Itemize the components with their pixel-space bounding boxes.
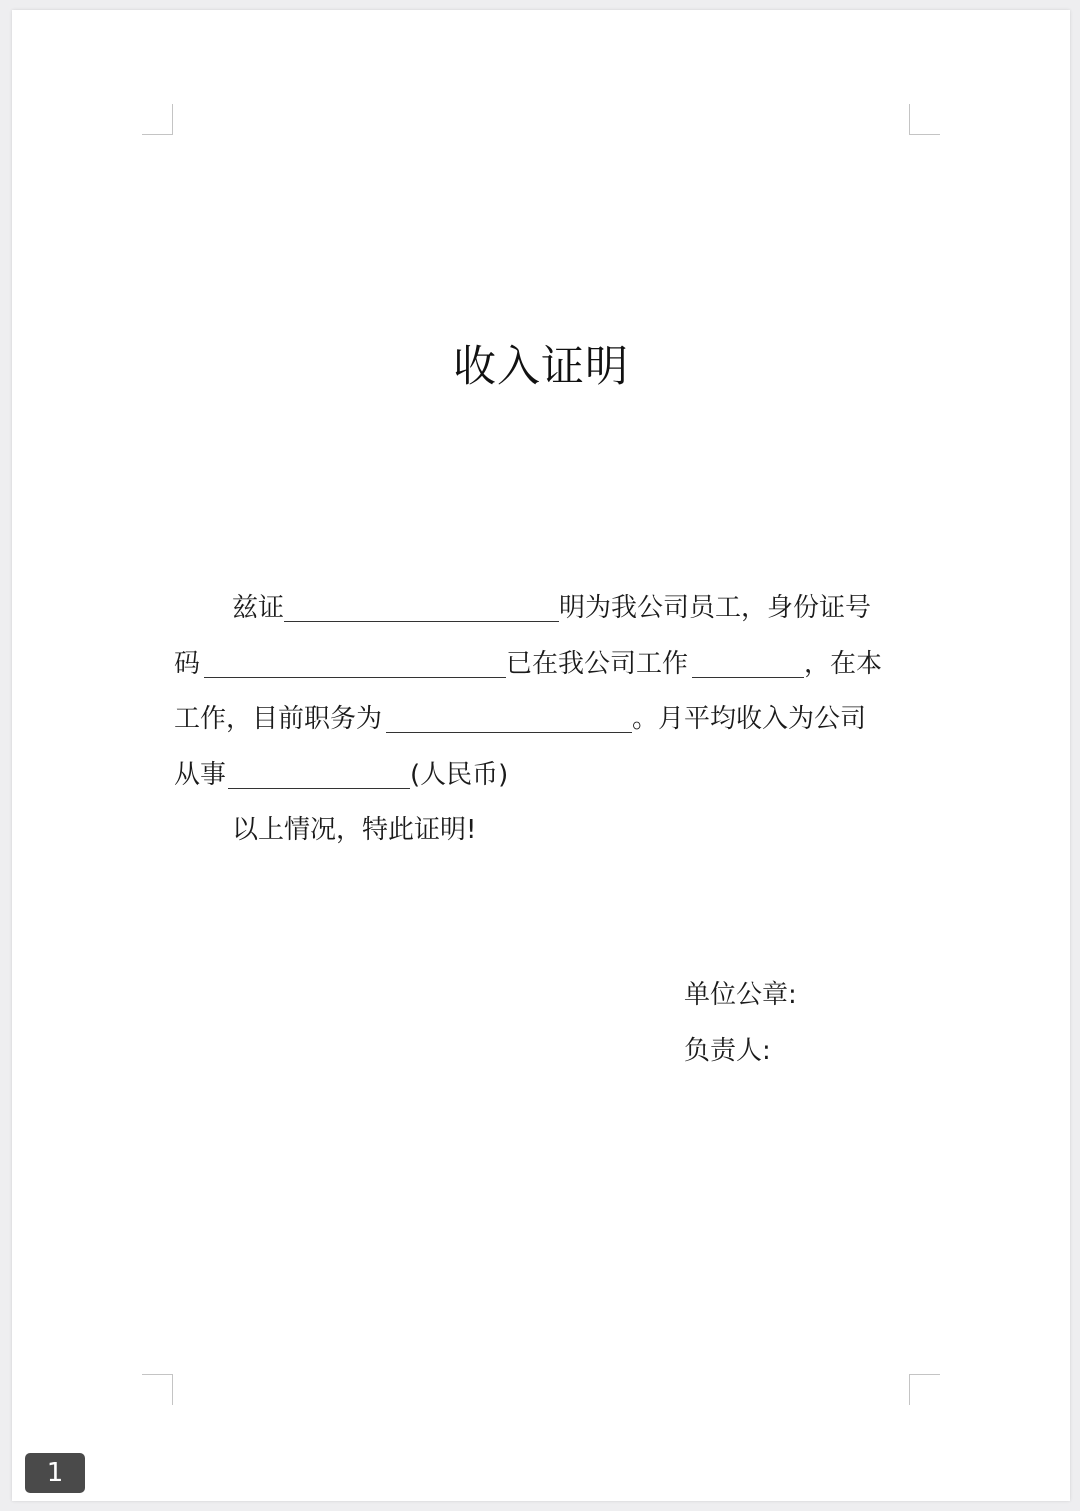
income-blank (228, 752, 410, 789)
body-text: 码 (174, 648, 201, 679)
body-line-5 (174, 807, 910, 863)
body-text: ，在本 (804, 648, 883, 679)
crop-mark-bottom-right (909, 1374, 940, 1405)
document-page (12, 10, 1070, 1501)
body-text: 明为我公司员工，身份证号 (559, 593, 872, 623)
body-text: 工作，目前职务为 (174, 704, 383, 734)
crop-mark-top-left (142, 104, 173, 135)
crop-mark-top-right (909, 104, 940, 135)
responsible-person-label: 负责人: (684, 1035, 771, 1066)
body-line-3 (174, 696, 910, 752)
certificate-body (174, 585, 910, 863)
position-blank (386, 696, 632, 733)
document-title: 收入证明 (453, 342, 629, 392)
signature-block (684, 972, 797, 1083)
currency-note: (人民币) (410, 759, 509, 790)
body-line-4 (174, 752, 910, 808)
name-blank (284, 585, 559, 622)
body-text: 。月平均收入为公司 (632, 704, 867, 734)
body-text: 兹证 (232, 593, 285, 623)
body-line-1 (174, 585, 910, 641)
body-text: 从事 (174, 759, 227, 790)
body-line-2 (174, 641, 910, 697)
company-seal-label: 单位公章: (684, 980, 797, 1010)
crop-mark-bottom-left (142, 1374, 173, 1405)
closing-statement: 以上情况，特此证明! (232, 815, 477, 845)
work-duration-blank (692, 641, 804, 678)
id-number-blank (204, 641, 506, 678)
body-text: 已在我公司工作 (506, 648, 689, 679)
page-number-badge[interactable]: 1 (25, 1453, 85, 1493)
